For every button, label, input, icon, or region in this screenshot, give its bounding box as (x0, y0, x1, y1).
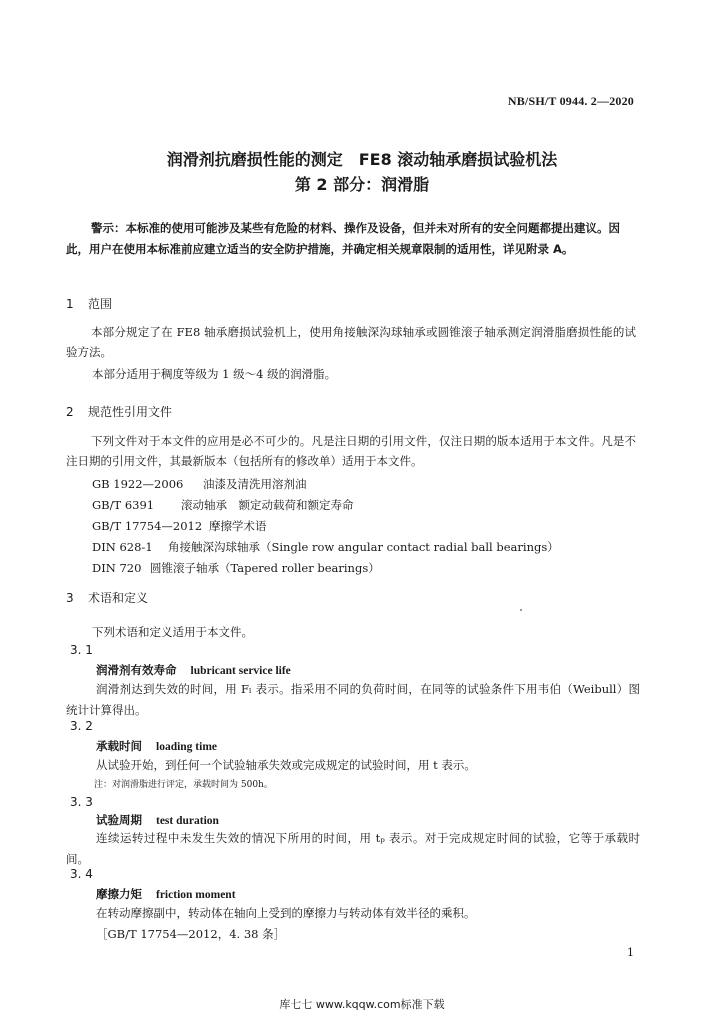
document-title: 润滑剂抗磨损性能的测定 FE8 滚动轴承磨损试验机法 (166, 150, 558, 169)
footer-watermark: 库七七 www.kqqw.com标准下载 (279, 998, 445, 1011)
term-number: 3. 4 (70, 867, 93, 881)
term-name-en: friction moment (156, 889, 236, 901)
term-note: 注：对润滑脂进行评定，承载时间为 500h。 (94, 780, 273, 790)
page-number: 1 (627, 946, 634, 959)
term-name (96, 662, 291, 678)
term-name (96, 886, 236, 902)
document-subtitle: 第 2 部分：润滑脂 (294, 175, 430, 194)
reference-item (92, 497, 354, 513)
scope-paragraph: 本部分规定了在 FE8 轴承磨损试验机上，使用角接触深沟球轴承或圆锥滚子轴承测定润滑脂磨损性能的试验方法。 (66, 325, 636, 359)
term-definition: 连续运转过程中未发生失效的情况下所用的时间，用 tₚ 表示。对于完成规定时间的试验，它等于承载时间。 (66, 831, 640, 866)
reference-code: GB/T 17754—2012 (92, 519, 203, 533)
section-number: 3 (66, 591, 74, 605)
section-number: 1 (66, 297, 74, 311)
reference-title: 油漆及清洗用溶剂油 (203, 477, 307, 491)
term-name (96, 738, 217, 754)
term-name-cn: 摩擦力矩 (96, 887, 142, 901)
reference-item (92, 476, 307, 492)
section-heading-references (66, 403, 172, 420)
reference-title: 滚动轴承 额定动载荷和额定寿命 (181, 498, 354, 512)
term-source: ［GB/T 17754—2012，4. 38 条］ (96, 927, 286, 941)
term-name-en: test duration (156, 815, 219, 827)
reference-title: 圆锥滚子轴承（Tapered roller bearings） (150, 561, 380, 575)
reference-item (92, 539, 559, 555)
term-definition: 从试验开始，到任何一个试验轴承失效或完成规定的试验时间，用 t 表示。 (96, 758, 476, 772)
reference-code: GB/T 6391 (92, 498, 155, 512)
term-number: 3. 1 (70, 643, 93, 657)
term-name-en: loading time (156, 741, 218, 753)
scan-speck (520, 609, 522, 611)
reference-code: DIN 628-1 (92, 540, 153, 554)
references-paragraph: 下列文件对于本文件的应用是必不可少的。凡是注日期的引用文件，仅注日期的版本适用于本文件。凡是不注日期的引用文件，其最新版本（包括所有的修改单）适用于本文件。 (66, 434, 636, 468)
reference-title: 摩擦学术语 (209, 519, 267, 533)
terms-intro: 下列术语和定义适用于本文件。 (92, 625, 253, 639)
term-name-cn: 承载时间 (96, 739, 142, 753)
section-heading-scope (66, 295, 112, 312)
standard-number: NB/SH/T 0944. 2—2020 (507, 94, 634, 108)
section-heading-terms (66, 589, 148, 606)
term-number: 3. 3 (70, 795, 93, 809)
section-title: 规范性引用文件 (88, 405, 173, 419)
reference-code: DIN 720 (92, 561, 142, 575)
term-definition: 在转动摩擦副中，转动体在轴向上受到的摩擦力与转动体有效半径的乘积。 (96, 906, 476, 920)
term-name-cn: 润滑剂有效寿命 (96, 663, 177, 677)
reference-item (92, 560, 380, 576)
reference-code: GB 1922—2006 (92, 477, 184, 491)
reference-item (92, 518, 267, 534)
section-number: 2 (66, 405, 74, 419)
term-name (96, 812, 219, 828)
reference-title: 角接触深沟球轴承（Single row angular contact radial ball bearings） (168, 540, 559, 554)
scope-applicability: 本部分适用于稠度等级为 1 级～4 级的润滑脂。 (92, 367, 337, 381)
term-name-en: lubricant service life (190, 665, 291, 677)
term-name-cn: 试验周期 (96, 813, 142, 827)
term-number: 3. 2 (70, 719, 93, 733)
term-definition: 润滑剂达到失效的时间，用 Fₗ 表示。指采用不同的负荷时间，在同等的试验条件下用韦伯（Weibull）图统计计算得出。 (66, 682, 640, 717)
section-title: 范围 (88, 297, 113, 311)
warning-paragraph: 警示：本标准的使用可能涉及某些有危险的材料、操作及设备，但并未对所有的安全问题都提出建议。因此，用户在使用本标准前应建立适当的安全防护措施，并确定相关规章限制的适用性，详见附录 A。 (66, 221, 620, 256)
section-title: 术语和定义 (88, 591, 149, 605)
